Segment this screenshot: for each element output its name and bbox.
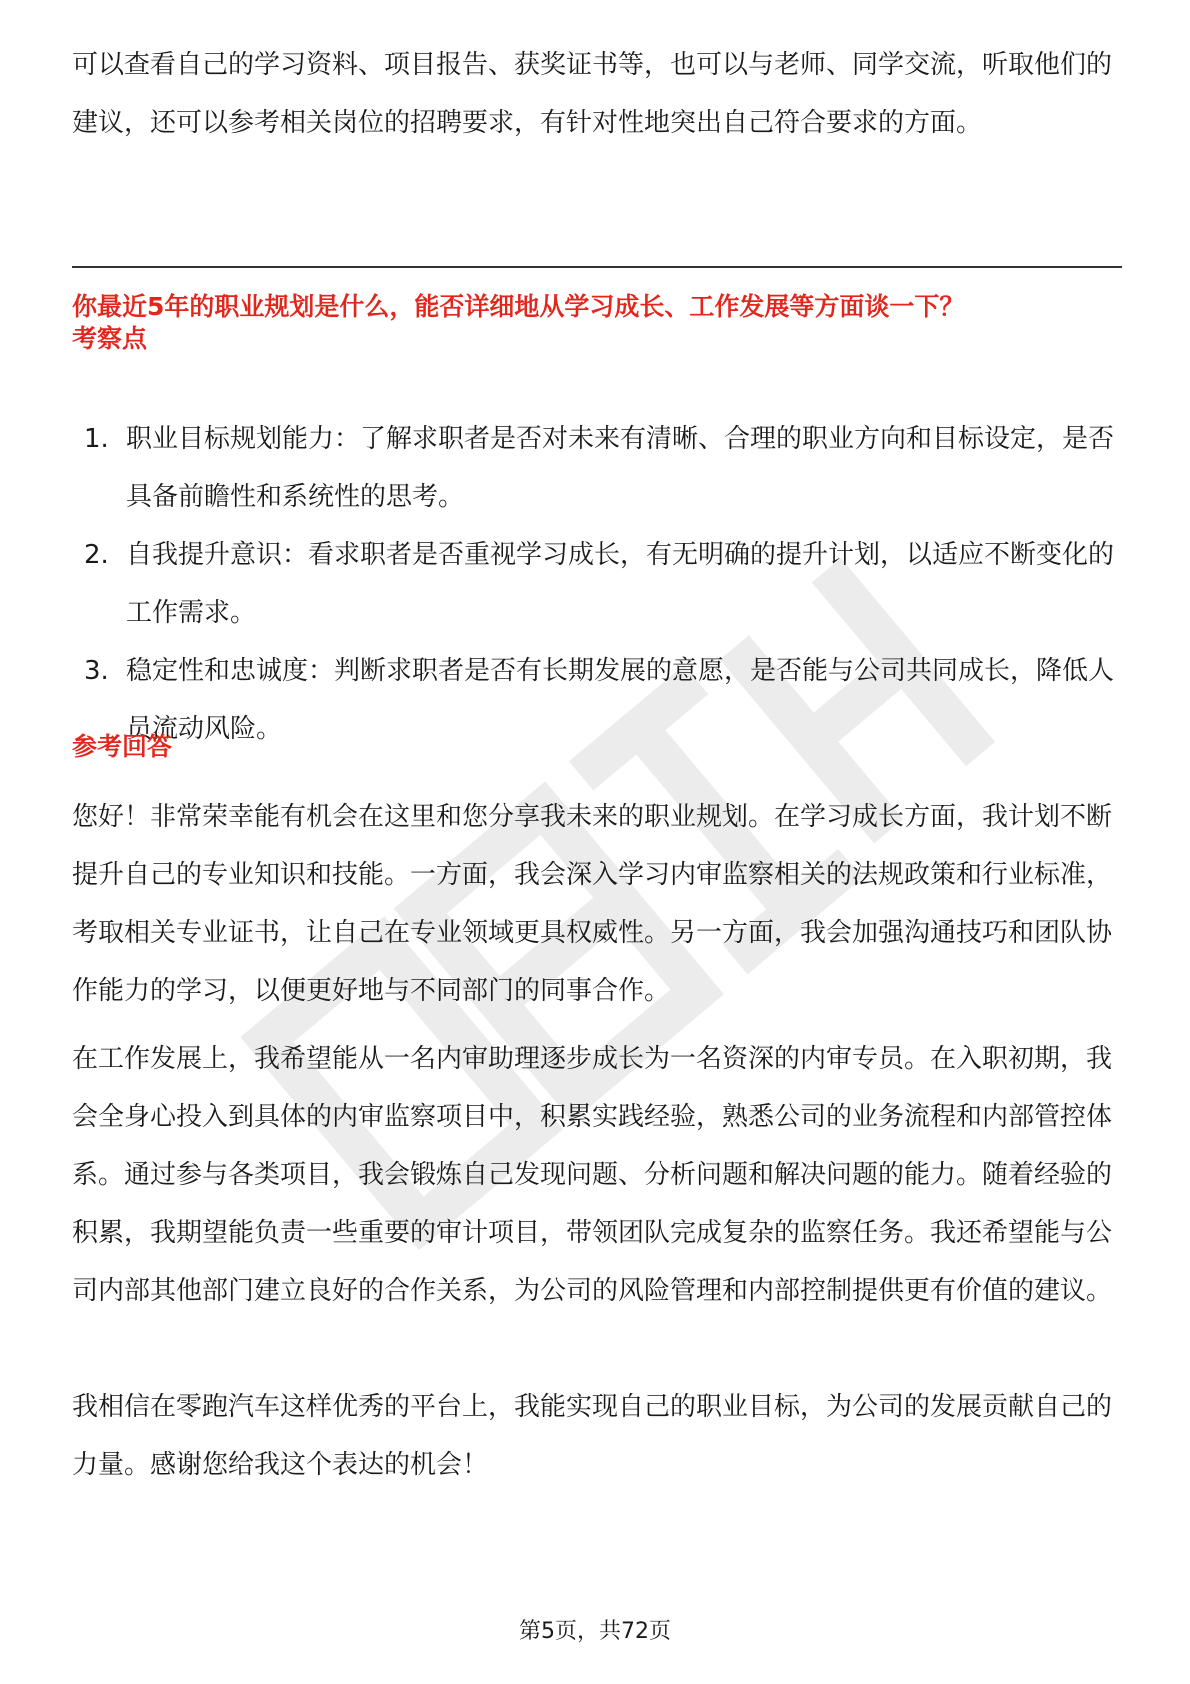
point-item [84,642,1122,758]
answer-paragraph-1 [72,788,1122,1020]
answer-text: 我相信在零跑汽车这样优秀的平台上，我能实现自己的职业目标，为公司的发展贡献自己的力量。感谢您给我这个表达的机会！ [72,1392,1113,1480]
answer-heading: 参考回答 [72,732,173,761]
point-text: 职业目标规划能力：了解求职者是否对未来有清晰、合理的职业方向和目标设定，是否具备前瞻性和系统性的思考。 [126,424,1115,512]
answer-text: 在工作发展上，我希望能从一名内审助理逐步成长为一名资深的内审专员。在入职初期，我会全身心投入到具体的内审监察项目中，积累实践经验，熟悉公司的业务流程和内部管控体系。通过参与各类项目，我会锻炼自己发现问题、分析问题和解决问题的能力。随着经验的积累，我期望能负责一些重要的审计项目，带领团队完成复杂的监察任务。我还希望能与公司内部其他部门建立良好的合作关系，为公司的风险管理和内部控制提供更有价值的建议。 [72,1044,1113,1306]
section-divider [72,266,1122,268]
answer-text: 您好！非常荣幸能有机会在这里和您分享我未来的职业规划。在学习成长方面，我计划不断提升自己的专业知识和技能。一方面，我会深入学习内审监察相关的法规政策和行业标准，考取相关专业证书，让自己在专业领域更具权威性。另一方面，我会加强沟通技巧和团队协作能力的学习，以便更好地与不同部门的同事合作。 [72,802,1113,1006]
answer-paragraph-2 [72,1030,1122,1320]
answer-paragraph-3 [72,1378,1122,1494]
intro-block [72,36,1122,152]
points-list [84,410,1122,758]
point-item [84,410,1122,526]
point-text: 稳定性和忠诚度：判断求职者是否有长期发展的意愿，是否能与公司共同成长，降低人员流动风险。 [126,656,1115,744]
point-number: 1. [84,424,109,454]
intro-paragraph: 可以查看自己的学习资料、项目报告、获奖证书等，也可以与老师、同学交流，听取他们的建议，还可以参考相关岗位的招聘要求，有针对性地突出自己符合要求的方面。 [72,50,1113,138]
point-number: 3. [84,656,109,686]
question-heading: 你最近5年的职业规划是什么，能否详细地从学习成长、工作发展等方面谈一下？ [72,292,965,321]
point-number: 2. [84,540,109,570]
points-heading: 考察点 [72,324,148,353]
point-text: 自我提升意识：看求职者是否重视学习成长，有无明确的提升计划，以适应不断变化的工作需求。 [126,540,1115,628]
page-footer: 第5页，共72页 [519,1619,671,1644]
point-item [84,526,1122,642]
